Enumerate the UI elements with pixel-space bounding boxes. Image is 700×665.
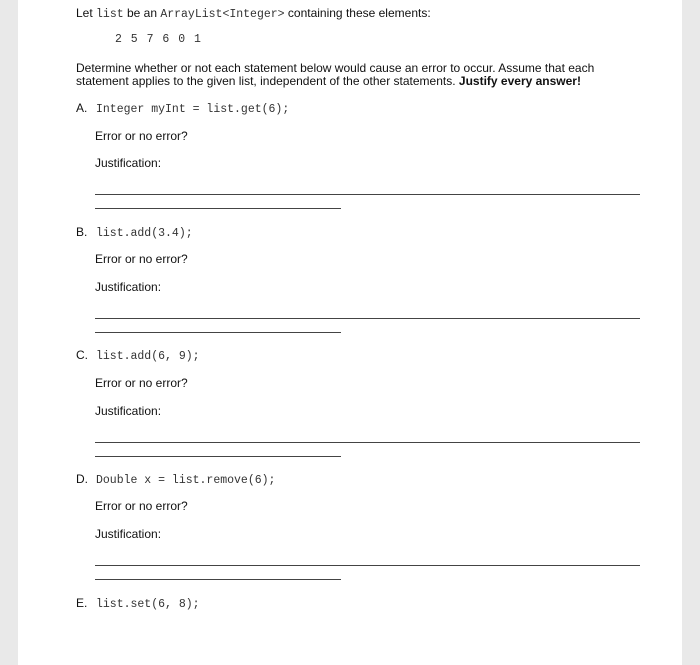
intro-line [76, 6, 431, 22]
question-a-code: Integer myInt = list.get(6); [96, 103, 290, 116]
question-a [76, 101, 289, 117]
question-b-answer-line-1 [95, 318, 640, 319]
instructions-line-1: Determine whether or not each statement below would cause an error to occur. Assume that each [76, 61, 595, 75]
question-b-answer-line-2 [95, 332, 341, 333]
worksheet-page [18, 0, 682, 665]
question-c-justification-label: Justification: [95, 404, 162, 418]
question-c-letter: C. [76, 348, 88, 362]
intro-containing: containing these elements: [284, 6, 431, 20]
intro-be-an: be an [123, 6, 161, 20]
instructions-emphasis: Justify every answer! [458, 74, 581, 88]
question-d-answer-line-2 [95, 579, 341, 580]
question-a-error-prompt: Error or no error? [95, 129, 188, 143]
question-b [76, 225, 193, 241]
question-a-letter: A. [76, 101, 88, 115]
question-b-error-prompt: Error or no error? [95, 252, 188, 266]
question-e [76, 596, 200, 612]
question-d-answer-line-1 [95, 565, 640, 566]
question-d-letter: D. [76, 472, 88, 486]
question-a-justification-label: Justification: [95, 156, 162, 170]
question-b-code: list.add(3.4); [96, 227, 193, 240]
question-c-answer-line-2 [95, 456, 341, 457]
instructions-line-2-text: statement applies to the given list, independent of the other statements. [76, 74, 459, 88]
question-a-answer-line-1 [95, 194, 640, 195]
question-d-error-prompt: Error or no error? [95, 499, 188, 513]
intro-type: ArrayList<Integer> [160, 8, 285, 21]
question-c-code: list.add(6, 9); [96, 350, 200, 363]
intro-var: list [96, 8, 124, 21]
intro-let: Let [76, 6, 97, 20]
question-b-justification-label: Justification: [95, 280, 162, 294]
question-d [76, 472, 275, 488]
question-c-answer-line-1 [95, 442, 640, 443]
list-elements: 2 5 7 6 0 1 [115, 33, 202, 46]
question-a-answer-line-2 [95, 208, 341, 209]
question-e-code: list.set(6, 8); [96, 598, 200, 611]
question-d-code: Double x = list.remove(6); [96, 474, 276, 487]
question-b-letter: B. [76, 225, 88, 239]
question-c-error-prompt: Error or no error? [95, 376, 188, 390]
instructions-line-2 [76, 74, 581, 88]
question-c [76, 348, 200, 364]
question-d-justification-label: Justification: [95, 527, 162, 541]
question-e-letter: E. [76, 596, 88, 610]
